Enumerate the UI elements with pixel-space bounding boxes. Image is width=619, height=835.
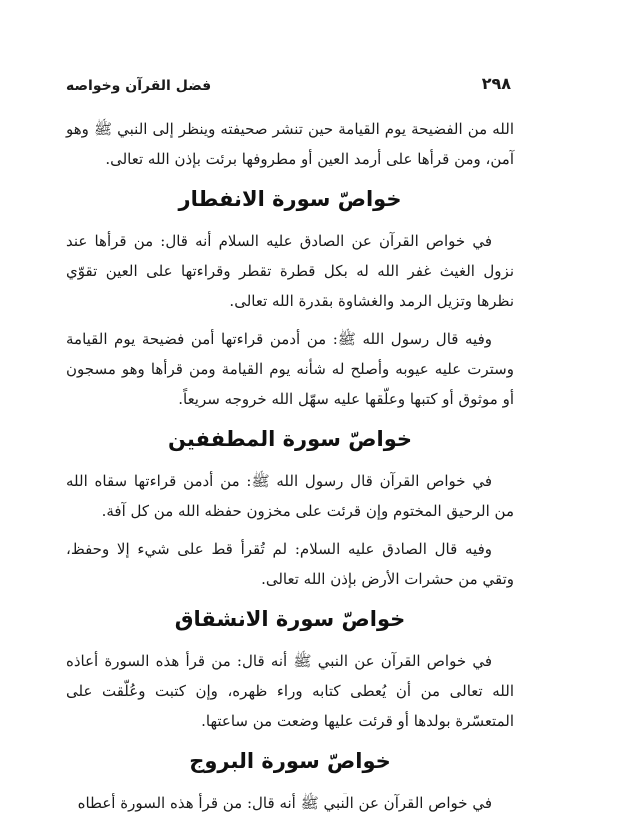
section-heading-al-infitar: خواصّ سورة الانفطار (178, 187, 402, 211)
page-body (66, 114, 514, 826)
scan-mark (343, 793, 347, 794)
running-header (66, 74, 511, 100)
paragraph: في خواص القرآن قال رسول الله ﷺ: من أدمن قراءتها سقاه الله من الرحيق المختوم وإن قرئت على مخزون حفظه الله من كل آفة. (66, 472, 514, 520)
paragraph: وفيه قال الصادق عليه السلام: لم تُقرأ قط على شيء إلا وحفظ، وتقي من حشرات الأرض بإذن الله تعالى. (66, 540, 514, 588)
paragraph: وفيه قال رسول الله ﷺ: من أدمن قراءتها أمن فضيحة يوم القيامة وسترت عليه عيوبه وأصلح له شأنه يوم القيامة ومن قرأها وهو مسجون أو موثوق أو كتبها وعلّقها عليه سهّل الله خروجه سريعاً. (66, 330, 514, 408)
book-title: فضل القرآن وخواصه (66, 78, 212, 94)
paragraph: في خواص القرآن عن النبي ﷺ أنه قال: من قرأ هذه السورة أعاذه الله تعالى من أن يُعطى كتابه وراء ظهره، وإن كتبت وعُلّقت على المتعسّرة بولدها أو قرئت عليها وضعت من ساعتها. (66, 652, 514, 730)
section-heading-al-inshiqaq: خواصّ سورة الانشقاق (174, 607, 406, 631)
section-heading-al-mutaffifin: خواصّ سورة المطففين (168, 427, 412, 451)
section-heading-al-buruj: خواصّ سورة البروج (189, 749, 391, 773)
continuation-paragraph: الله من الفضيحة يوم القيامة حين تنشر صحيفته وينظر إلى النبي ﷺ وهو آمن، ومن قرأها على أرمد العين أو مطروفها برئت بإذن الله تعالى. (66, 120, 514, 168)
page-number: ٢٩٨ (481, 74, 511, 93)
paragraph: في خواص القرآن عن الصادق عليه السلام أنه قال: من قرأها عند نزول الغيث غفر الله له بكل قطرة تقطر وقراءتها على العين تقوّي نظرها وتزيل الرمد والغشاوة بقدرة الله تعالى. (66, 232, 514, 310)
paragraph: في خواص القرآن عن النبي ﷺ أنه قال: من قرأ هذه السورة أعطاه (77, 794, 492, 812)
